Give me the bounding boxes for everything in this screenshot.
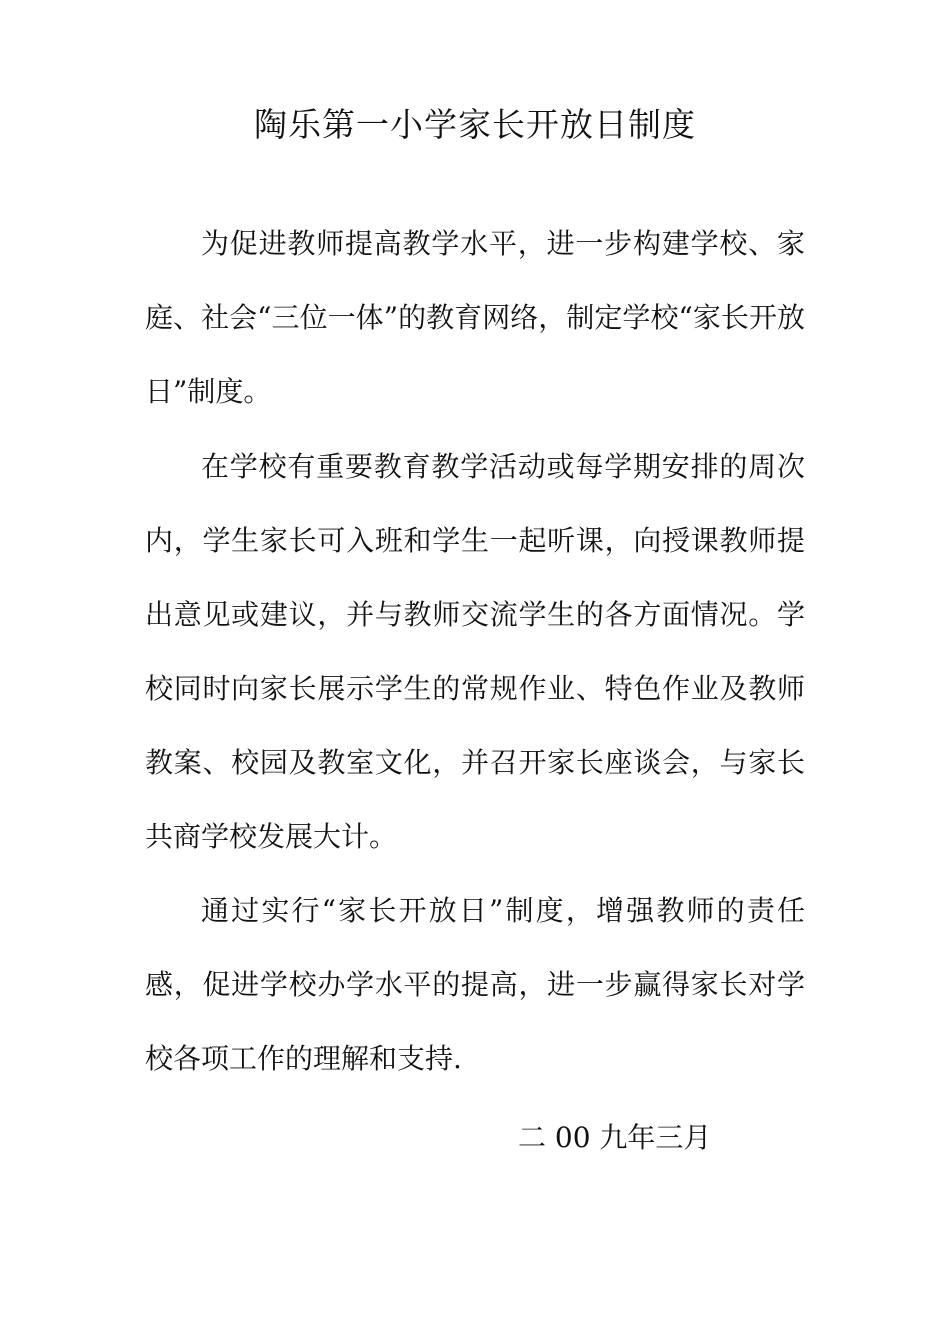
paragraph-3-block	[145, 874, 805, 1096]
paragraph-1: 为促进教师提高教学水平，进一步构建学校、家庭、社会“三位一体”的教育网络，制定学校“家长开放日”制度。	[145, 227, 805, 408]
paragraph-3: 通过实行“家长开放日”制度，增强教师的责任感，促进学校办学水平的提高，进一步赢得家长对学校各项工作的理解和支持.	[145, 894, 805, 1075]
document-date: 二 00 九年三月	[518, 1121, 712, 1154]
paragraph-2: 在学校有重要教育教学活动或每学期安排的周次内，学生家长可入班和学生一起听课，向授课教师提出意见或建议，并与教师交流学生的各方面情况。学校同时向家长展示学生的常规作业、特色作业及教师教案、校园及教室文化，并召开家长座谈会，与家长共商学校发展大计。	[145, 450, 805, 853]
document-title: 陶乐第一小学家长开放日制度	[254, 105, 696, 144]
paragraph-2-block	[145, 430, 805, 874]
paragraph-1-block	[145, 207, 805, 429]
